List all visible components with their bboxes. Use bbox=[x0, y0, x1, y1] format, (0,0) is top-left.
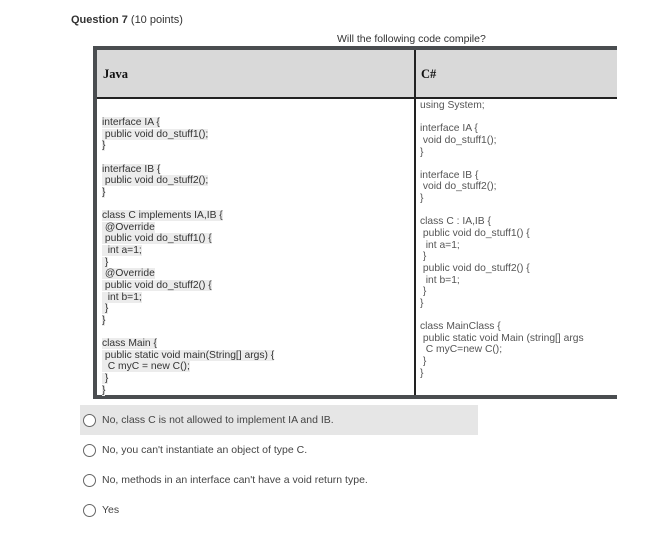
code-line bbox=[420, 181, 584, 193]
code-text: } bbox=[420, 367, 424, 379]
code-line bbox=[102, 140, 274, 152]
answer-option[interactable] bbox=[80, 405, 478, 435]
code-line bbox=[102, 373, 274, 385]
code-line bbox=[420, 298, 584, 310]
code-line bbox=[420, 123, 584, 135]
code-text: @Override bbox=[102, 221, 155, 233]
code-text: interface IB { bbox=[420, 169, 479, 181]
code-line bbox=[420, 275, 584, 287]
code-line bbox=[102, 257, 274, 269]
code-text: } bbox=[102, 384, 106, 396]
code-line bbox=[102, 268, 274, 280]
option-label: Yes bbox=[102, 504, 120, 516]
code-text: } bbox=[102, 186, 106, 198]
code-text: } bbox=[102, 373, 109, 385]
code-text: public void do_stuff2(); bbox=[102, 175, 209, 187]
answer-option[interactable] bbox=[80, 495, 478, 525]
code-line bbox=[102, 222, 274, 234]
code-text: class MainClass { bbox=[420, 321, 501, 333]
radio-button[interactable] bbox=[83, 414, 96, 427]
code-line bbox=[420, 333, 584, 345]
code-text: } bbox=[102, 303, 109, 315]
question-title bbox=[71, 14, 183, 26]
code-text: int a=1; bbox=[420, 239, 460, 251]
code-line bbox=[420, 251, 584, 263]
code-text: int b=1; bbox=[102, 291, 142, 303]
code-line bbox=[420, 240, 584, 252]
code-line bbox=[102, 303, 274, 315]
code-line bbox=[420, 158, 584, 170]
csharp-code bbox=[420, 100, 584, 379]
column-divider bbox=[414, 50, 416, 395]
code-line bbox=[420, 147, 584, 159]
code-text: public static void Main (string[] args bbox=[420, 332, 584, 344]
code-text: using System; bbox=[420, 100, 485, 111]
answer-option[interactable] bbox=[80, 465, 478, 495]
code-comparison-table bbox=[93, 46, 617, 399]
code-text: } bbox=[420, 356, 427, 368]
code-text: class Main { bbox=[102, 338, 157, 350]
code-line bbox=[420, 216, 584, 228]
code-line bbox=[102, 350, 274, 362]
radio-button[interactable] bbox=[83, 474, 96, 487]
code-line bbox=[420, 100, 584, 112]
code-line bbox=[420, 356, 584, 368]
code-line bbox=[420, 310, 584, 322]
code-line bbox=[102, 187, 274, 199]
code-line bbox=[420, 205, 584, 217]
code-text: interface IA { bbox=[420, 123, 478, 135]
code-line bbox=[102, 327, 274, 339]
code-text: } bbox=[420, 251, 427, 263]
code-text: interface IA { bbox=[102, 117, 160, 128]
code-text: void do_stuff1(); bbox=[420, 134, 497, 146]
code-line bbox=[420, 135, 584, 147]
option-label: No, methods in an interface can't have a void return type. bbox=[102, 474, 368, 486]
code-line bbox=[102, 361, 274, 373]
code-text: C myC = new C(); bbox=[102, 361, 190, 373]
question-points: (10 points) bbox=[130, 14, 183, 26]
radio-button[interactable] bbox=[83, 504, 96, 517]
code-text: public void do_stuff1() { bbox=[420, 228, 530, 240]
table-header bbox=[97, 50, 617, 99]
code-text: @Override bbox=[102, 268, 155, 280]
code-text: } bbox=[420, 146, 424, 158]
code-text: } bbox=[102, 256, 109, 268]
question-number: Question 7 bbox=[71, 14, 128, 26]
code-text: public static void main(String[] args) { bbox=[102, 349, 275, 361]
code-line bbox=[102, 233, 274, 245]
code-text: } bbox=[420, 286, 427, 298]
code-line bbox=[420, 193, 584, 205]
option-label: No, you can't instantiate an object of type C. bbox=[102, 444, 308, 456]
code-line bbox=[420, 263, 584, 275]
code-text: public void do_stuff2() { bbox=[102, 279, 212, 291]
code-line bbox=[102, 152, 274, 164]
code-text: } bbox=[420, 193, 424, 205]
code-line bbox=[420, 228, 584, 240]
code-text: } bbox=[102, 140, 106, 152]
code-text: } bbox=[420, 297, 424, 309]
code-line bbox=[420, 321, 584, 333]
code-line bbox=[420, 286, 584, 298]
option-label: No, class C is not allowed to implement IA and IB. bbox=[102, 414, 334, 426]
code-line bbox=[102, 280, 274, 292]
code-line bbox=[102, 198, 274, 210]
code-text: public void do_stuff1(); bbox=[102, 128, 209, 140]
code-line bbox=[102, 210, 274, 222]
code-text: int a=1; bbox=[102, 245, 142, 257]
radio-button[interactable] bbox=[83, 444, 96, 457]
code-text: public void do_stuff2() { bbox=[420, 262, 530, 274]
header-csharp: C# bbox=[421, 67, 437, 81]
java-code bbox=[102, 117, 274, 396]
code-text: } bbox=[102, 314, 106, 326]
code-text: interface IB { bbox=[102, 163, 161, 175]
code-text: int b=1; bbox=[420, 274, 460, 286]
code-line bbox=[102, 117, 274, 129]
code-line bbox=[420, 112, 584, 124]
code-line bbox=[102, 338, 274, 350]
code-line bbox=[102, 129, 274, 141]
code-text: public void do_stuff1() { bbox=[102, 233, 212, 245]
code-line bbox=[102, 292, 274, 304]
code-text: class C : IA,IB { bbox=[420, 216, 491, 228]
header-java: Java bbox=[103, 67, 128, 81]
code-line bbox=[420, 368, 584, 380]
code-line bbox=[102, 315, 274, 327]
code-text: void do_stuff2(); bbox=[420, 181, 497, 193]
code-line bbox=[420, 344, 584, 356]
code-line bbox=[102, 164, 274, 176]
code-line bbox=[102, 175, 274, 187]
code-line bbox=[102, 385, 274, 397]
answer-option[interactable] bbox=[80, 435, 478, 465]
code-text: class C implements IA,IB { bbox=[102, 210, 223, 222]
code-line bbox=[420, 170, 584, 182]
question-prompt: Will the following code compile? bbox=[337, 33, 486, 45]
code-text: C myC=new C(); bbox=[420, 344, 503, 356]
code-line bbox=[102, 245, 274, 257]
